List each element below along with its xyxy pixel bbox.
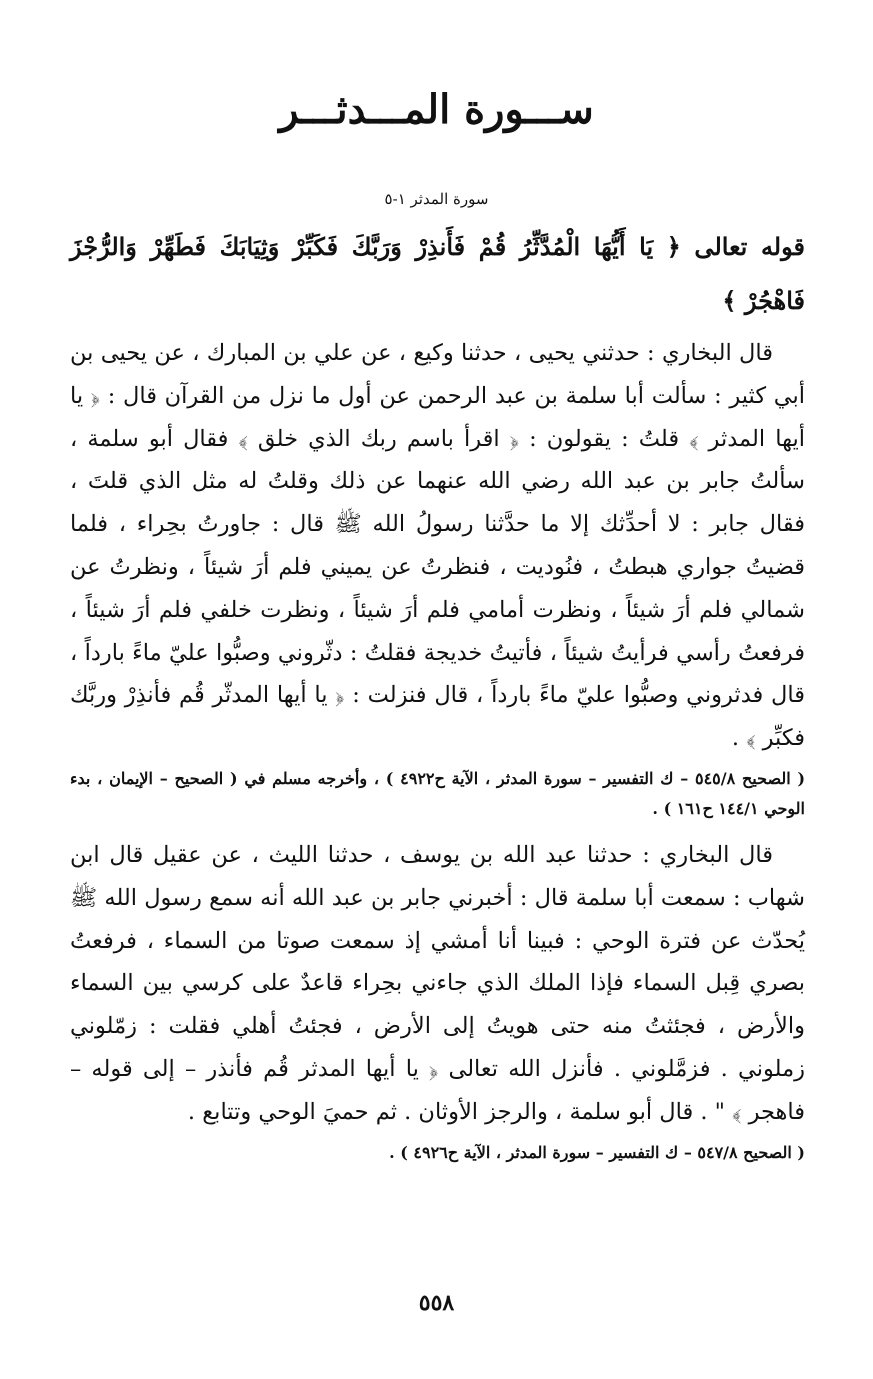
verse-heading: قوله تعالى ﴿ يَا أَيُّهَا الْمُدَّثِّرُ قُمْ فَأَنذِرْ وَرَبَّكَ فَكَبِّرْ وَثِيَابَكَ فَطَهِّرْ وَالرُّجْزَ فَاهْجُرْ ﴾ bbox=[70, 232, 805, 315]
hadith-narration-2: قال البخاري : حدثنا عبد الله بن يوسف ، حدثنا الليث ، عن عقيل قال ابن شهاب : سمعت أبا سلمة قال : أخبرني جابر بن عبد الله أنه سمع رسول الله ﷺ يُحدّث عن فترة الوحي : فبينا أنا أمشي إذ سمعت صوتا من السماء ، فرفعتُ بصري قِبل السماء فإذا الملك الذي جاءني بحِراء قاعدٌ على كرسي بين السماء والأرض ، فجئثتُ منه حتى هويتُ إلى الأرض ، فجئتُ أهلي فقلت : زمّلوني زملوني . فزمَّلوني . فأنزل الله تعالى ﴿ يا أيها المدثر قُم فأنذر – إلى قوله – فاهجر ﴾ " . قال أبو سلمة ، والرجز الأوثان . ثم حميَ الوحي وتتابع . bbox=[70, 841, 805, 1125]
surah-title: ســـورة المـــدثـــر bbox=[279, 86, 594, 133]
hadith-source-1: ( الصحيح ٥٤٥/٨ – ك التفسير – سورة المدثر ، الآية ح٤٩٢٢ ) ، وأخرجه مسلم في ( الصحيح – الإيمان ، بدء الوحي ١٤٤/١ ح١٦١ ) . bbox=[70, 768, 806, 818]
hadith-source-2: ( الصحيح ٥٤٧/٨ – ك التفسير – سورة المدثر ، الآية ح٤٩٢٦ ) . bbox=[389, 1142, 805, 1162]
hadith-narration-1: قال البخاري : حدثني يحيى ، حدثنا وكيع ، عن علي بن المبارك ، عن يحيى بن أبي كثير : سألت أبا سلمة بن عبد الرحمن عن أول ما نزل من القرآن قال : ﴿ يا أيها المدثر ﴾ قلتُ : يقولون : ﴿ اقرأ باسم ربك الذي خلق ﴾ فقال أبو سلمة ، سألتُ جابر بن عبد الله رضي الله عنهما عن ذلك وقلتُ له مثل الذي قلتَ ، فقال جابر : لا أحدِّثك إلا ما حدَّثنا رسولُ الله ﷺ قال : جاورتُ بحِراء ، فلما قضيتُ جواري هبطتُ ، فنُوديت ، فنظرتُ عن يميني فلم أرَ شيئاً ، ونظرتُ عن شمالي فلم أرَ شيئاً ، ونظرت أمامي فلم أرَ شيئاً ، ونظرت خلفي فلم أرَ شيئاً ، فرفعتُ رأسي فرأيتُ شيئاً ، فأتيتُ خديجة فقلتُ : دثّروني وصبُّوا عليّ ماءً بارداً ، قال فدثروني وصبُّوا عليّ ماءً بارداً ، قال فنزلت : ﴿ يا أيها المدثّر قُم فأنذِرْ وربَّك فكبِّر ﴾ . bbox=[70, 340, 805, 752]
page-number: ٥٥٨ bbox=[418, 1290, 455, 1316]
page-body bbox=[70, 220, 805, 1178]
section-reference: سورة المدثر ١-٥ bbox=[384, 190, 489, 208]
